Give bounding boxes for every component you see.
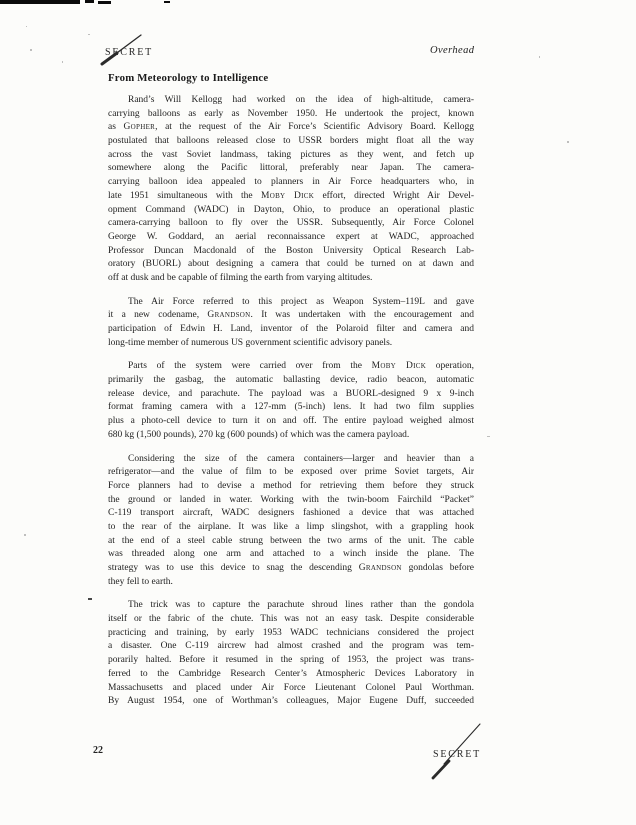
text-segment: gondolas before [401, 563, 474, 573]
scan-speck [487, 436, 490, 437]
text-segment: , at the request of the Air Force’s Scientific Advisory Board. Kellogg [155, 122, 474, 133]
text-line [108, 576, 474, 590]
text-segment: camera-carrying balloon to fly over the USSR. Subsequently, Air Force Colonel [108, 218, 474, 229]
text-segment: itself or the fabric of the chute. This was not an easy task. Despite considerable [108, 614, 474, 625]
text-segment: long-time member of numerous US government scientific advisory panels. [108, 337, 393, 348]
text-segment: The trick was to capture the parachute shroud lines rather than the gondola [128, 600, 474, 611]
text-line [108, 668, 474, 682]
scan-speck [26, 26, 27, 27]
text-line [108, 272, 474, 286]
text-line [108, 337, 474, 351]
text-line [108, 176, 474, 190]
text-segment: ferred to the Cambridge Research Center’s Atmospheric Devices Laboratory in [108, 668, 474, 679]
text-segment: oratory (BUORL) about designing a camera that could be turned on at dawn and [108, 259, 474, 270]
text-line [108, 562, 474, 576]
declassification-slash-bottom-bold [433, 761, 449, 778]
text-segment: carrying balloons as early as November 1950. He undertook the project, known [108, 108, 474, 119]
body-paragraphs [108, 94, 474, 709]
text-segment: somewhere along the Pacific littoral, preferably near Japan. The camera- [108, 163, 474, 174]
text-segment: it a new codename, [108, 310, 208, 321]
text-segment: primarily the gasbag, the automatic ballasting device, radio beacon, automatic [108, 375, 474, 386]
paragraph [108, 453, 474, 590]
text-line [108, 204, 474, 218]
text-segment: The Air Force referred to this project as Weapon System–119L and gave [128, 296, 474, 307]
text-line [108, 415, 474, 429]
scan-speck [539, 56, 540, 58]
text-segment: off at dusk and be capable of filming the earth from varying altitudes. [108, 272, 373, 283]
text-segment: porarily halted. Before it resumed in the spring of 1953, the project was trans- [108, 655, 474, 666]
scan-edge-artifact [98, 1, 111, 4]
text-segment: a disaster. One C-119 aircrew had almost crashed and the program was tem- [108, 641, 474, 652]
text-segment: opment Command (WADC) in Dayton, Ohio, to produce an operational plastic [108, 204, 474, 215]
text-segment: effort, directed Wright Air Devel- [314, 190, 474, 201]
text-segment: release device, and parachute. The payload was a BUORL-designed 9 x 9-inch [108, 388, 474, 399]
text-line [108, 535, 474, 549]
text-line [108, 374, 474, 388]
text-line [108, 108, 474, 122]
text-line [108, 548, 474, 562]
codename-smallcaps: Moby Dick [260, 190, 315, 201]
text-line [108, 627, 474, 641]
text-segment: the ground or landed in water. Working with the twin-boom Fairchild “Packet” [108, 494, 474, 505]
section-title: From Meteorology to Intelligence [108, 72, 269, 84]
text-line [108, 258, 474, 272]
codename-smallcaps: Moby Dick [371, 361, 427, 372]
text-segment: practicing and training, by early 1953 WADC technicians considered the project [108, 627, 474, 638]
scan-speck [88, 34, 90, 35]
paragraph [108, 599, 474, 709]
scan-edge-artifact [164, 1, 170, 3]
scan-edge-artifact [85, 0, 94, 3]
classification-text-top: SECRET [105, 47, 154, 58]
text-segment: plus a photo-cell device to turn it on and off. The entire payload weighed almost [108, 416, 474, 427]
text-line [108, 190, 474, 204]
text-line [108, 135, 474, 149]
text-line [108, 360, 474, 374]
text-line [108, 296, 474, 310]
text-line [108, 640, 474, 654]
text-segment: . It was undertaken with the encouragement and [250, 310, 474, 321]
codename-smallcaps: Grandson [207, 310, 251, 321]
text-segment: late 1951 simultaneous with the [108, 190, 261, 201]
classification-stamp-top [105, 47, 153, 58]
text-segment: George W. Goddard, an aerial reconnaissance expert at WADC, approached [108, 231, 474, 242]
scan-speck [88, 598, 92, 600]
text-line [108, 149, 474, 163]
text-line [108, 429, 474, 443]
text-line [108, 480, 474, 494]
text-line [108, 323, 474, 337]
scan-speck [30, 49, 32, 51]
text-segment: By August 1954, one of Worthman’s colleagues, Major Eugene Duff, succeeded [108, 696, 474, 707]
text-line [108, 507, 474, 521]
text-line [108, 309, 474, 323]
codename-smallcaps: Gopher [123, 122, 156, 133]
text-segment: Rand’s Will Kellogg had worked on the idea of high-altitude, camera- [128, 95, 474, 105]
text-segment: C-119 transport aircraft, WADC designers fashioned a device that was attached [108, 508, 474, 519]
text-line [108, 162, 474, 176]
codename-smallcaps: Grandson [358, 563, 402, 573]
text-segment: carrying balloon idea appealed to planners in Air Force headquarters who, in [108, 177, 474, 188]
scan-speck [567, 141, 569, 143]
text-segment: operation, [426, 361, 474, 372]
text-segment: was threaded along one arm and attached to a winch inside the plane. The [108, 549, 474, 560]
text-segment: format framing camera with a 127-mm (5-inch) lens. It had two film supplies [108, 402, 474, 413]
paragraph [108, 94, 474, 286]
text-line [108, 217, 474, 231]
scan-speck [62, 61, 63, 63]
text-line [108, 388, 474, 402]
text-segment: 680 kg (1,500 pounds), 270 kg (600 pounds) of which was the camera payload. [108, 429, 410, 440]
text-segment: refrigerator—and the value of film to be exposed over prime Soviet targets, Air [108, 467, 474, 478]
text-line [108, 494, 474, 508]
text-line [108, 121, 474, 135]
text-segment: across the vast Soviet landmass, taking pictures as they went, and fetch up [108, 149, 474, 160]
text-line [108, 613, 474, 627]
text-segment: strategy was to use this device to snag the descending [108, 563, 359, 573]
scan-edge-artifact [0, 0, 80, 4]
page-number: 22 [93, 745, 103, 756]
text-line [108, 682, 474, 696]
classification-stamp-bottom [433, 749, 481, 760]
text-line [108, 401, 474, 415]
text-line [108, 94, 474, 108]
text-segment: to the rear of the airplane. It was like a limp slingshot, with a grappling hook [108, 521, 474, 532]
text-line [108, 245, 474, 259]
text-segment: Parts of the system were carried over from the [128, 361, 372, 372]
text-line [108, 231, 474, 245]
text-line [108, 654, 474, 668]
scan-speck [24, 534, 26, 536]
text-line [108, 599, 474, 613]
text-line [108, 453, 474, 467]
text-segment: postulated that balloons released close to USSR borders might float all the way [108, 136, 474, 147]
text-line [108, 521, 474, 535]
text-line [108, 466, 474, 480]
text-segment: Professor Duncan Macdonald of the Boston University Optical Research Lab- [108, 245, 474, 256]
text-segment: at the end of a steel cable strung between the two arms of the unit. The cable [108, 535, 474, 546]
text-segment: as [108, 122, 124, 133]
text-segment: Force planners had to devise a method for retrieving them before they struck [108, 480, 474, 491]
text-segment: Considering the size of the camera containers—larger and heavier than a [128, 453, 474, 464]
text-segment: participation of Edwin H. Land, inventor of the Polaroid filter and camera and [108, 324, 474, 334]
text-segment: they fell to earth. [108, 576, 173, 587]
classification-text-bottom: SECRET [433, 749, 482, 760]
running-header: Overhead [430, 45, 475, 56]
paragraph [108, 360, 474, 442]
text-segment: Massachusetts and placed under Air Force Lieutenant Colonel Paul Worthman. [108, 682, 474, 693]
paragraph [108, 296, 474, 351]
text-line [108, 695, 474, 709]
